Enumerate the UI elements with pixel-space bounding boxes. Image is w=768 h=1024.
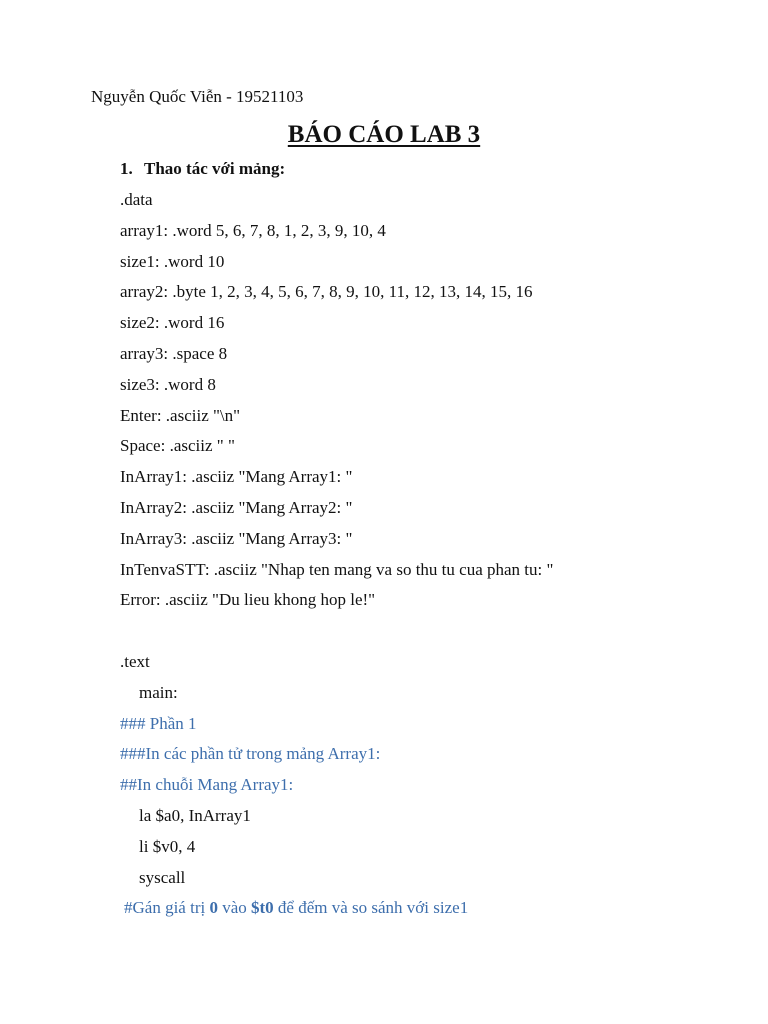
comment-part-bold: 0 bbox=[209, 898, 218, 918]
code-line: la $a0, InArray1 bbox=[139, 805, 251, 825]
code-comment bbox=[120, 898, 750, 929]
code-line: array2: .byte 1, 2, 3, 4, 5, 6, 7, 8, 9, 10, 11, 12, 13, 14, 15, 16 bbox=[120, 282, 533, 302]
code-line: InArray1: .asciiz "Mang Array1: " bbox=[120, 467, 353, 487]
code-line: size1: .word 10 bbox=[120, 251, 225, 271]
section-number: 1. bbox=[120, 159, 133, 178]
code-line: Space: .asciiz " " bbox=[120, 436, 235, 456]
code-line: .text bbox=[120, 651, 150, 671]
code-line: Error: .asciiz "Du lieu khong hop le!" bbox=[120, 590, 376, 610]
code-comment: ##In chuỗi Mang Array1: bbox=[120, 775, 294, 795]
code-comment: ###In các phần tử trong mảng Array1: bbox=[120, 744, 381, 764]
code-listing bbox=[120, 190, 750, 929]
code-line-blank bbox=[120, 621, 750, 652]
comment-part: #Gán giá trị bbox=[124, 898, 210, 918]
code-line: Enter: .asciiz "\n" bbox=[120, 405, 241, 425]
code-line: array1: .word 5, 6, 7, 8, 1, 2, 3, 9, 10, 4 bbox=[120, 220, 386, 240]
comment-part-bold: $t0 bbox=[251, 898, 274, 918]
code-line: InArray2: .asciiz "Mang Array2: " bbox=[120, 497, 353, 517]
comment-part: để đếm và so sánh với size1 bbox=[273, 898, 469, 918]
code-line: main: bbox=[139, 682, 178, 702]
code-line: array3: .space 8 bbox=[120, 343, 228, 363]
report-title: BÁO CÁO LAB 3 bbox=[287, 121, 481, 148]
comment-part: vào bbox=[217, 898, 251, 918]
code-comment: ### Phần 1 bbox=[120, 713, 197, 733]
section-heading-text: Thao tác với mảng: bbox=[144, 159, 286, 178]
code-line: li $v0, 4 bbox=[139, 836, 196, 856]
code-line: syscall bbox=[139, 867, 186, 887]
section-heading bbox=[120, 159, 285, 179]
code-line: InArray3: .asciiz "Mang Array3: " bbox=[120, 528, 353, 548]
code-line: size3: .word 8 bbox=[120, 374, 216, 394]
code-line: size2: .word 16 bbox=[120, 313, 225, 333]
author-line: Nguyễn Quốc Viễn - 19521103 bbox=[91, 87, 304, 106]
code-line: InTenvaSTT: .asciiz "Nhap ten mang va so thu tu cua phan tu: " bbox=[120, 559, 554, 579]
code-line: .data bbox=[120, 190, 153, 209]
